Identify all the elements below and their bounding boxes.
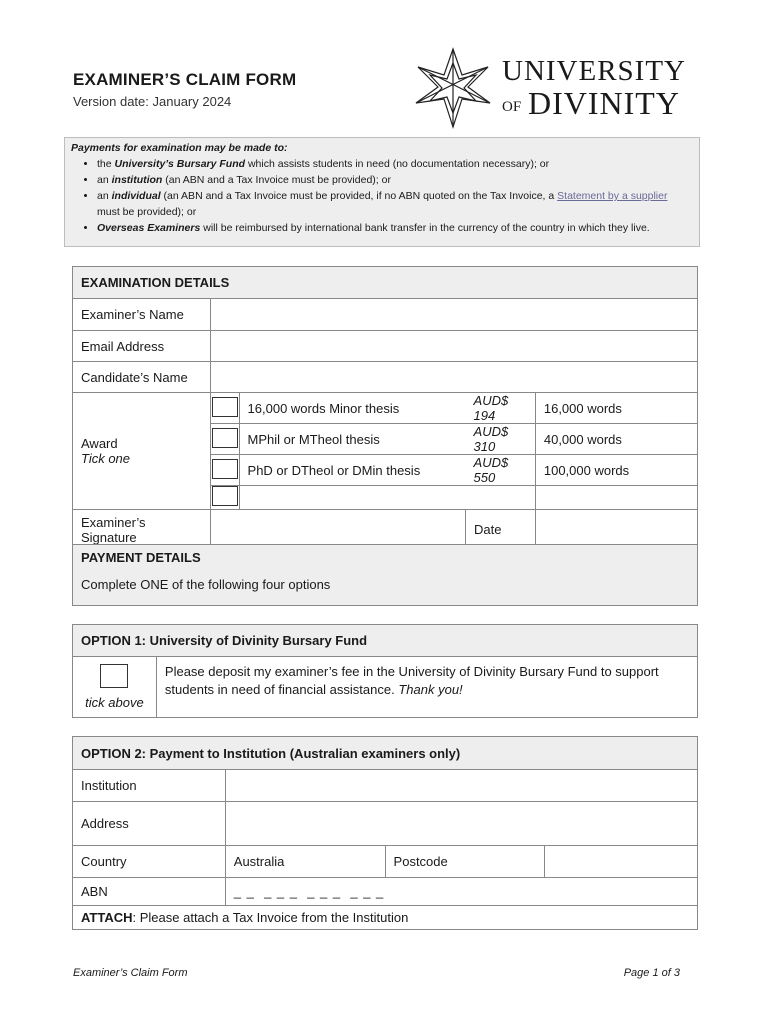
option1-text: Please deposit my examiner’s fee in the University of Divinity Bursary Fund to support students in need of financial assistance. Thank you! [156, 657, 697, 718]
award-checkbox-other[interactable] [210, 486, 239, 510]
tick-above-label: tick above [85, 695, 144, 710]
payment-info-box [64, 137, 700, 247]
statement-by-supplier-link[interactable]: Statement by a supplier [557, 190, 668, 202]
attach-note: ATTACH: Please attach a Tax Invoice from the Institution [73, 906, 698, 930]
country-field[interactable]: Australia [225, 846, 385, 878]
award-option-words: 16,000 words [535, 393, 697, 424]
candidate-name-field[interactable] [210, 362, 697, 393]
university-logo [410, 45, 715, 130]
payment-details-box [72, 544, 698, 606]
award-empty-cell [239, 486, 535, 510]
info-bullet: • Overseas Examiners will be reimbursed by international bank transfer in the currency of the country in which they live. [97, 220, 693, 236]
date-label: Date [466, 510, 536, 550]
logo-divinity-text: DIVINITY [528, 85, 680, 121]
info-bullet: • the University’s Bursary Fund which assists students in need (no documentation necessary); or [97, 156, 693, 172]
address-field[interactable] [225, 802, 697, 846]
institution-field[interactable] [225, 770, 697, 802]
award-option-words: 100,000 words [535, 455, 697, 486]
info-bullet: • an institution (an ABN and a Tax Invoice must be provided); or [97, 172, 693, 188]
info-intro: Payments for examination may be made to: [71, 142, 288, 154]
option1-table [72, 624, 698, 718]
award-option-label: MPhil or MTheol thesis [239, 424, 466, 455]
examiner-name-field[interactable] [210, 299, 697, 331]
version-date: Version date: January 2024 [73, 94, 232, 109]
award-option-label: 16,000 words Minor thesis [239, 393, 466, 424]
abn-label: ABN [73, 878, 226, 906]
email-label: Email Address [73, 331, 211, 362]
payment-heading: PAYMENT DETAILS [81, 550, 201, 565]
logo-of-text: OF [502, 99, 522, 115]
option2-heading: OPTION 2: Payment to Institution (Australian examiners only) [73, 737, 698, 770]
star-emblem-icon [410, 45, 496, 131]
award-option-price: AUD$ 310 [466, 424, 536, 455]
address-label: Address [73, 802, 226, 846]
country-label: Country [73, 846, 226, 878]
form-title: EXAMINER’S CLAIM FORM [73, 70, 297, 89]
option1-checkbox[interactable] [100, 664, 128, 688]
footer-page-number: Page 1 of 3 [623, 967, 680, 979]
examination-heading: EXAMINATION DETAILS [73, 267, 698, 299]
award-label: Award Tick one [73, 393, 211, 510]
award-checkbox-phd[interactable] [210, 455, 239, 486]
examination-details-table [72, 266, 698, 550]
footer-form-name: Examiner’s Claim Form [73, 967, 188, 979]
postcode-label: Postcode [385, 846, 545, 878]
award-option-words: 40,000 words [535, 424, 697, 455]
award-option-label: PhD or DTheol or DMin thesis [239, 455, 466, 486]
postcode-field[interactable] [545, 846, 698, 878]
candidate-name-label: Candidate’s Name [73, 362, 211, 393]
payment-instruction: Complete ONE of the following four options [81, 577, 331, 592]
award-option-price: AUD$ 194 [466, 393, 536, 424]
option1-heading: OPTION 1: University of Divinity Bursary Fund [73, 625, 698, 657]
award-empty-cell [535, 486, 697, 510]
abn-field[interactable]: _ _ _ _ _ _ _ _ _ _ _ [225, 878, 697, 906]
award-checkbox-mphil[interactable] [210, 424, 239, 455]
examiner-name-label: Examiner’s Name [73, 299, 211, 331]
email-field[interactable] [210, 331, 697, 362]
logo-university-text: UNIVERSITY [502, 55, 686, 87]
info-bullet: • an individual (an ABN and a Tax Invoice must be provided, if no ABN quoted on the Tax Invoice, a Statement by a supplier must be provided); or [97, 188, 693, 220]
option2-table [72, 736, 698, 930]
signature-label: Examiner’s Signature [73, 510, 211, 550]
option1-tick-cell [73, 657, 157, 718]
award-checkbox-minor[interactable] [210, 393, 239, 424]
award-option-price: AUD$ 550 [466, 455, 536, 486]
institution-label: Institution [73, 770, 226, 802]
